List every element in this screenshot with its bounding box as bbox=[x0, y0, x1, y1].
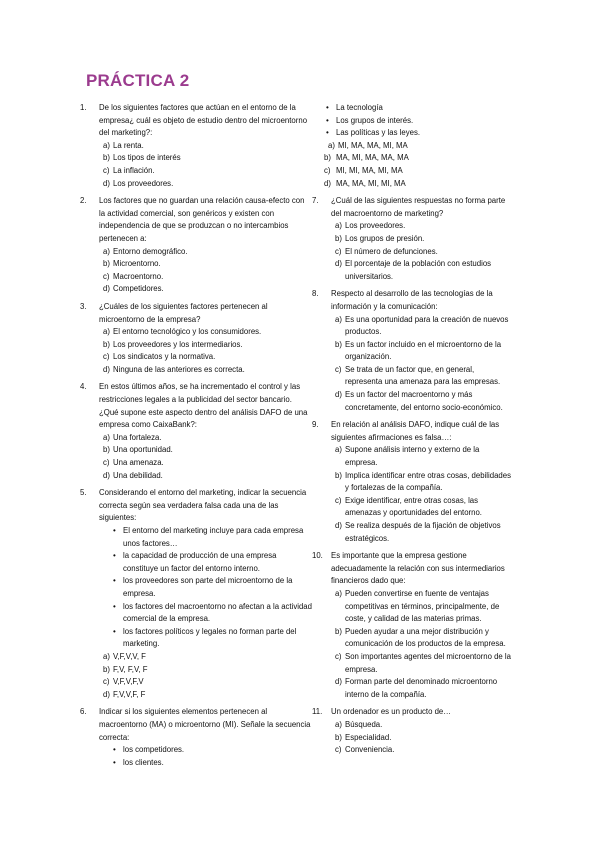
question-text: ¿Cuál de las siguientes respuestas no forma parte del macroentorno de marketing? bbox=[331, 196, 506, 218]
bullet-icon: • bbox=[113, 745, 116, 755]
option-d: d) Competidores. bbox=[103, 284, 164, 294]
question-text: ¿Cuáles de los siguientes factores pertenecen al microentorno de la empresa? bbox=[99, 301, 268, 324]
question-text: Los factores que no guardan una relación causa-efecto con la actividad comercial, son genéricos y existen con independencia de que se produzcan o no intercambios pertenecen a: bbox=[99, 196, 305, 243]
option-a: a) Búsqueda. bbox=[335, 719, 383, 729]
question-6-continued bbox=[312, 102, 512, 190]
option-b: b) MA, MI, MA, MA, MA bbox=[324, 153, 409, 163]
question-number: 11. bbox=[312, 707, 323, 717]
option-b: b) Los proveedores y los intermediarios. bbox=[103, 339, 243, 349]
option-d: d) El porcentaje de la población con estudios universitarios. bbox=[335, 259, 492, 281]
left-column bbox=[80, 102, 312, 774]
bullet-item: • los factores del macroentorno no afectan a la actividad comercial de la empresa. bbox=[113, 601, 312, 624]
question-text: Considerando el entorno del marketing, indicar la secuencia correcta según sea verdadera falsa cada una de las siguientes: bbox=[99, 488, 307, 523]
option-a: a) Pueden convertirse en fuente de ventajas competitivas en términos, principalmente, de coste, y calidad de las materias primas. bbox=[335, 588, 500, 624]
question-number: 3. bbox=[80, 301, 87, 311]
option-d: d) Es un factor del macroentorno y más concretamente, del entorno socio-económico. bbox=[335, 390, 503, 412]
option-a: a) Entorno demográfico. bbox=[103, 246, 188, 256]
question-text: Es importante que la empresa gestione adecuadamente la relación con sus intermediarios financieros dado que: bbox=[331, 551, 505, 586]
question-text: Indicar si los siguientes elementos pertenecen al macroentorno (MA) o microentorno (MI). Señale la secuencia correcta: bbox=[99, 707, 311, 742]
question-number: 2. bbox=[80, 196, 87, 206]
right-column bbox=[312, 102, 512, 762]
bullet-item: • los proveedores son parte del microentorno de la empresa. bbox=[113, 576, 293, 598]
question-text: De los siguientes factores que actúan en el entorno de la empresa¿ cuál es objeto de estudio dentro del microentorno del marketing?: bbox=[99, 103, 308, 138]
option-c: c) MI, MI, MA, MI, MA bbox=[324, 165, 403, 175]
option-a: a) La renta. bbox=[103, 140, 144, 150]
question-number: 6. bbox=[80, 707, 87, 717]
option-c: c) Una amenaza. bbox=[103, 458, 164, 468]
question-10 bbox=[312, 550, 512, 701]
question-6 bbox=[80, 706, 312, 769]
option-a: a) Es una oportunidad para la creación de nuevos productos. bbox=[335, 314, 509, 337]
bullet-item: • Las políticas y las leyes. bbox=[312, 127, 512, 140]
option-c: c) El número de defunciones. bbox=[335, 246, 438, 256]
bullet-item: • Los grupos de interés. bbox=[312, 115, 512, 128]
option-b: b) Es un factor incluido en el microentorno de la organización. bbox=[335, 339, 502, 362]
option-b: b) Una oportunidad. bbox=[103, 445, 173, 455]
question-4 bbox=[80, 381, 312, 482]
question-8 bbox=[312, 288, 512, 414]
option-a: a) Los proveedores. bbox=[335, 221, 406, 231]
option-b: b) Microentorno. bbox=[103, 259, 161, 269]
question-number: 4. bbox=[80, 382, 87, 392]
option-d: d) Se realiza después de la fijación de objetivos estratégicos. bbox=[335, 521, 501, 543]
question-number: 8. bbox=[312, 289, 319, 299]
bullet-icon: • bbox=[113, 601, 116, 611]
option-d: d) Ninguna de las anteriores es correcta. bbox=[103, 364, 245, 374]
option-c: c) Son importantes agentes del microentorno de la empresa. bbox=[335, 651, 511, 674]
question-number: 9. bbox=[312, 420, 319, 430]
bullet-icon: • bbox=[113, 576, 116, 586]
question-text: En estos últimos años, se ha incrementado el control y las restricciones legales a la publicidad del sector bancario. ¿Qué supone este aspecto dentro del análisis DAFO de una empresa como CaixaBank?: bbox=[99, 382, 308, 430]
question-text: Respecto al desarrollo de las tecnologías de la información y la comunicación: bbox=[331, 289, 493, 311]
bullet-icon: • bbox=[113, 551, 116, 561]
page-title: PRÁCTICA 2 bbox=[86, 71, 190, 90]
option-c: c) La inflación. bbox=[103, 165, 155, 175]
option-c: c) Conveniencia. bbox=[335, 745, 395, 755]
bullet-icon: • bbox=[326, 115, 329, 125]
option-a: a) El entorno tecnológico y los consumidores. bbox=[103, 327, 262, 337]
question-number: 10. bbox=[312, 551, 323, 561]
question-number: 1. bbox=[80, 103, 87, 112]
question-11 bbox=[312, 706, 512, 756]
option-b: b) Especialidad. bbox=[335, 732, 392, 742]
question-2 bbox=[80, 195, 312, 296]
bullet-icon: • bbox=[113, 626, 116, 636]
option-a: a) Supone análisis interno y externo de la empresa. bbox=[335, 445, 480, 468]
option-a: a) MI, MA, MA, MI, MA bbox=[328, 140, 408, 150]
bullet-icon: • bbox=[326, 128, 329, 138]
option-b: b) F,V, F,V, F bbox=[103, 664, 148, 674]
option-a: a) Una fortaleza. bbox=[103, 432, 162, 442]
bullet-icon: • bbox=[326, 103, 329, 112]
question-5 bbox=[80, 487, 312, 701]
question-text: En relación al análisis DAFO, indique cuál de las siguientes afirmaciones es falsa…: bbox=[331, 420, 500, 442]
option-c: c) Exige identificar, entre otras cosas, las amenazas y oportunidades del entorno. bbox=[335, 495, 482, 518]
bullet-item: • la capacidad de producción de una empresa constituye un factor del entorno interno. bbox=[113, 551, 277, 573]
option-b: b) Pueden ayudar a una mejor distribución y comunicación de los productos de la empresa. bbox=[335, 626, 506, 649]
bullet-item: • los clientes. bbox=[99, 757, 312, 770]
bullet-item: • los competidores. bbox=[99, 744, 312, 757]
option-b: b) Implica identificar entre otras cosas, debilidades y fortalezas de la compañía. bbox=[335, 470, 511, 493]
question-text: Un ordenador es un producto de… bbox=[331, 707, 452, 717]
bullet-item: • los factores políticos y legales no forman parte del marketing. bbox=[113, 626, 297, 649]
bullet-item: • El entorno del marketing incluye para cada empresa unos factores… bbox=[113, 526, 304, 548]
option-b: b) Los tipos de interés bbox=[103, 153, 181, 163]
bullet-icon: • bbox=[113, 526, 116, 535]
question-number: 5. bbox=[80, 488, 87, 498]
option-d: d) Una debilidad. bbox=[103, 470, 163, 480]
option-a: a) V,F,V,V, F bbox=[103, 651, 146, 661]
option-c: c) V,F,V,F,V bbox=[103, 677, 144, 687]
bullet-item: • La tecnología bbox=[312, 102, 512, 115]
option-d: d) F,V,V,F, F bbox=[103, 689, 146, 699]
option-b: b) Los grupos de presión. bbox=[335, 233, 425, 243]
bullet-icon: • bbox=[113, 757, 116, 767]
question-9 bbox=[312, 419, 512, 545]
question-3 bbox=[80, 301, 312, 377]
question-number: 7. bbox=[312, 196, 319, 206]
option-c: c) Macroentorno. bbox=[103, 271, 164, 281]
question-1 bbox=[80, 102, 312, 190]
option-c: c) Los sindicatos y la normativa. bbox=[103, 352, 216, 362]
option-c: c) Se trata de un factor que, en general, representa una amenaza para las empresas. bbox=[335, 364, 501, 387]
option-d: d) Los proveedores. bbox=[103, 178, 174, 188]
question-7 bbox=[312, 195, 512, 283]
option-d: d) MA, MA, MI, MI, MA bbox=[324, 178, 406, 188]
option-d: d) Forman parte del denominado microentorno interno de la compañía. bbox=[335, 677, 498, 699]
